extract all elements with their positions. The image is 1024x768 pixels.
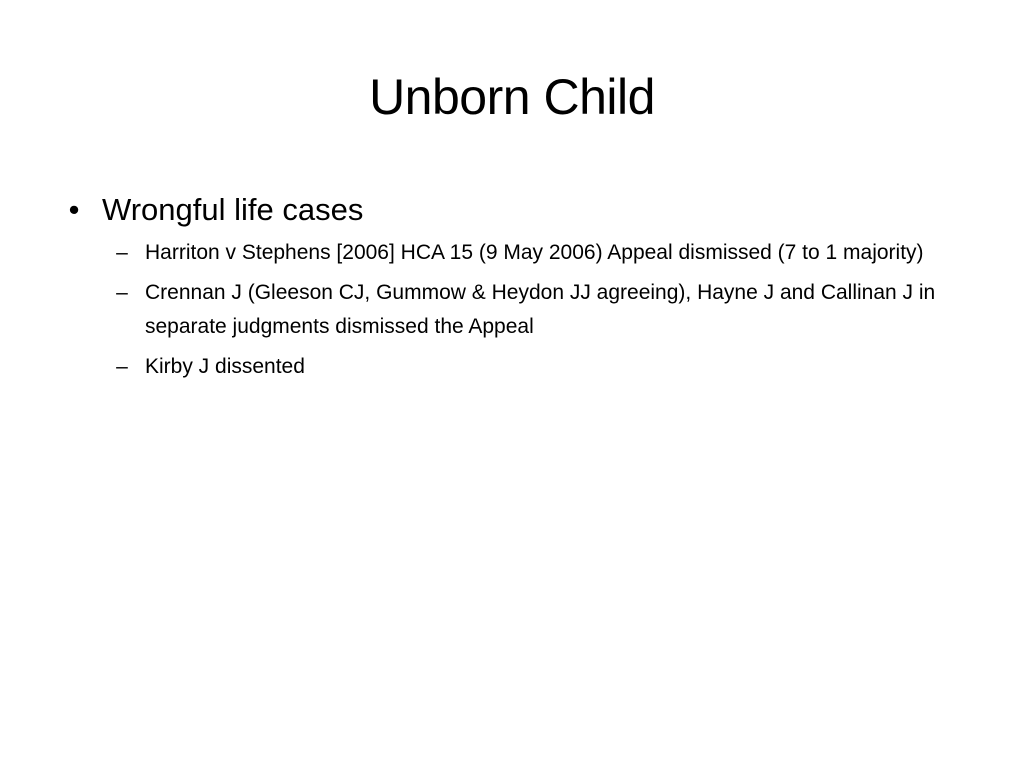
sub-bullet-text: Kirby J dissented — [145, 355, 305, 378]
sub-bullet-text: Harriton v Stephens [2006] HCA 15 (9 May 2006) Appeal dismissed (7 to 1 majority) — [145, 241, 924, 264]
sub-bullet-text: Crennan J (Gleeson CJ, Gummow & Heydon JJ agreeing), Hayne J and Callinan J in separate judgments dismissed the Appeal — [145, 281, 936, 338]
bullet-dot-icon: • — [68, 192, 80, 227]
sub-bullet-item — [62, 236, 945, 270]
sub-bullet-item — [62, 276, 945, 344]
sub-bullet-list — [62, 236, 962, 384]
slide-body — [62, 188, 962, 390]
dash-icon: – — [116, 241, 128, 264]
sub-bullet-item — [62, 350, 945, 384]
bullet-text: Wrongful life cases — [102, 192, 364, 227]
dash-icon: – — [116, 281, 128, 304]
bullet-item — [62, 188, 962, 232]
dash-icon: – — [116, 355, 128, 378]
slide-title: Unborn Child — [369, 69, 655, 125]
